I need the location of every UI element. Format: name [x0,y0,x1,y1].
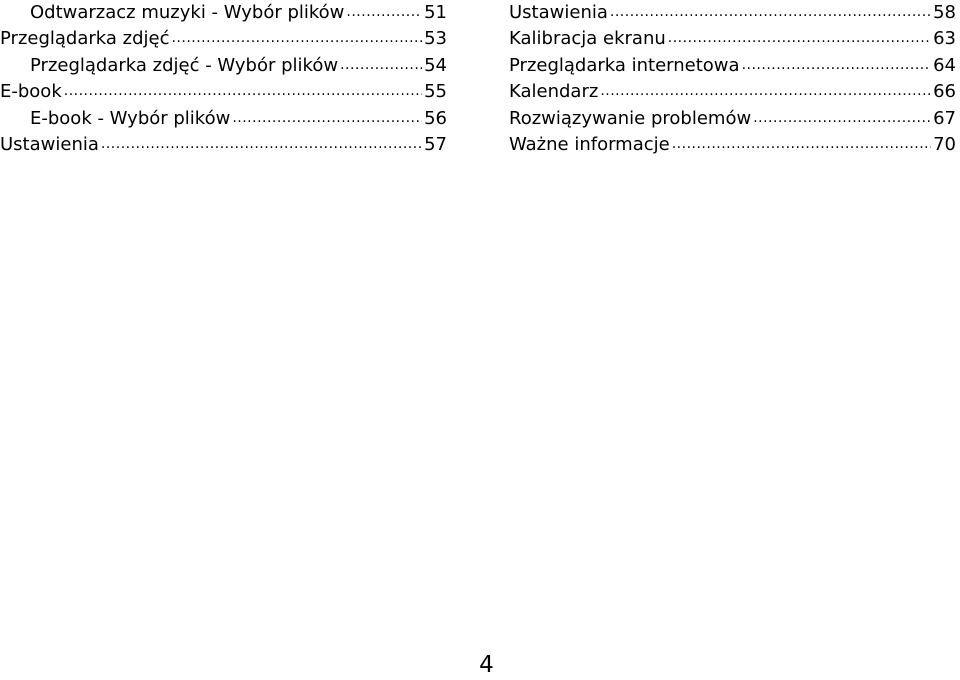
toc-entry-label: Kalibracja ekranu [509,28,666,50]
toc-dot-leader [610,0,931,25]
toc-entry[interactable] [0,132,447,158]
toc-entry-label: E-book - Wybór plików [30,107,231,129]
toc-dot-leader [600,77,931,104]
toc-dot-leader [672,130,931,157]
toc-entry-page: 70 [933,133,956,155]
toc-dot-leader [742,51,932,78]
toc-entry[interactable] [509,53,956,79]
toc-entry-label: Ustawienia [0,133,99,155]
toc-entry-label: E-book [0,81,62,103]
toc-entry[interactable] [0,79,447,105]
toc-column-right [509,0,956,158]
toc-entry-page: 55 [424,81,447,103]
toc-entry-label: Ustawienia [509,2,608,23]
toc-dot-leader [668,24,931,51]
page-number: 4 [479,652,494,678]
toc-entry[interactable] [509,0,956,26]
toc-entry-page: 56 [424,107,447,129]
toc-entry[interactable] [0,0,447,26]
toc-entry-page: 57 [424,133,447,155]
toc-entry-label: Kalendarz [509,81,599,103]
toc-entry-label: Rozwiązywanie problemów [509,107,752,129]
toc-entry-page: 66 [933,81,956,103]
toc-entry-page: 54 [424,54,447,76]
toc-entry[interactable] [0,26,447,52]
toc-dot-leader [101,130,422,157]
toc-dot-leader [346,0,422,25]
toc-dot-leader [171,24,422,51]
toc-entry[interactable] [509,26,956,52]
toc-entry[interactable] [0,106,447,132]
toc-dot-leader [64,77,422,104]
toc-entry-label: Przeglądarka zdjęć - Wybór plików [30,54,339,76]
toc-entry-label: Odtwarzacz muzyki - Wybór plików [30,2,345,23]
toc-entry-label: Przeglądarka internetowa [509,54,740,76]
toc-entry-label: Ważne informacje [509,133,670,155]
toc-dot-leader [753,104,931,131]
toc-entry[interactable] [509,79,956,105]
toc-entry-page: 51 [424,2,447,23]
toc-entry[interactable] [509,132,956,158]
toc-dot-leader [340,51,422,78]
toc-dot-leader [232,104,422,131]
toc-entry-page: 64 [933,54,956,76]
toc-entry-page: 53 [424,28,447,50]
toc-entry-label: Przeglądarka zdjęć [0,28,170,50]
toc-entry-page: 67 [933,107,956,129]
toc-entry[interactable] [0,53,447,79]
toc-entry-page: 58 [933,2,956,23]
toc-entry[interactable] [509,106,956,132]
toc-column-left [0,0,447,158]
toc-entry-page: 63 [933,28,956,50]
